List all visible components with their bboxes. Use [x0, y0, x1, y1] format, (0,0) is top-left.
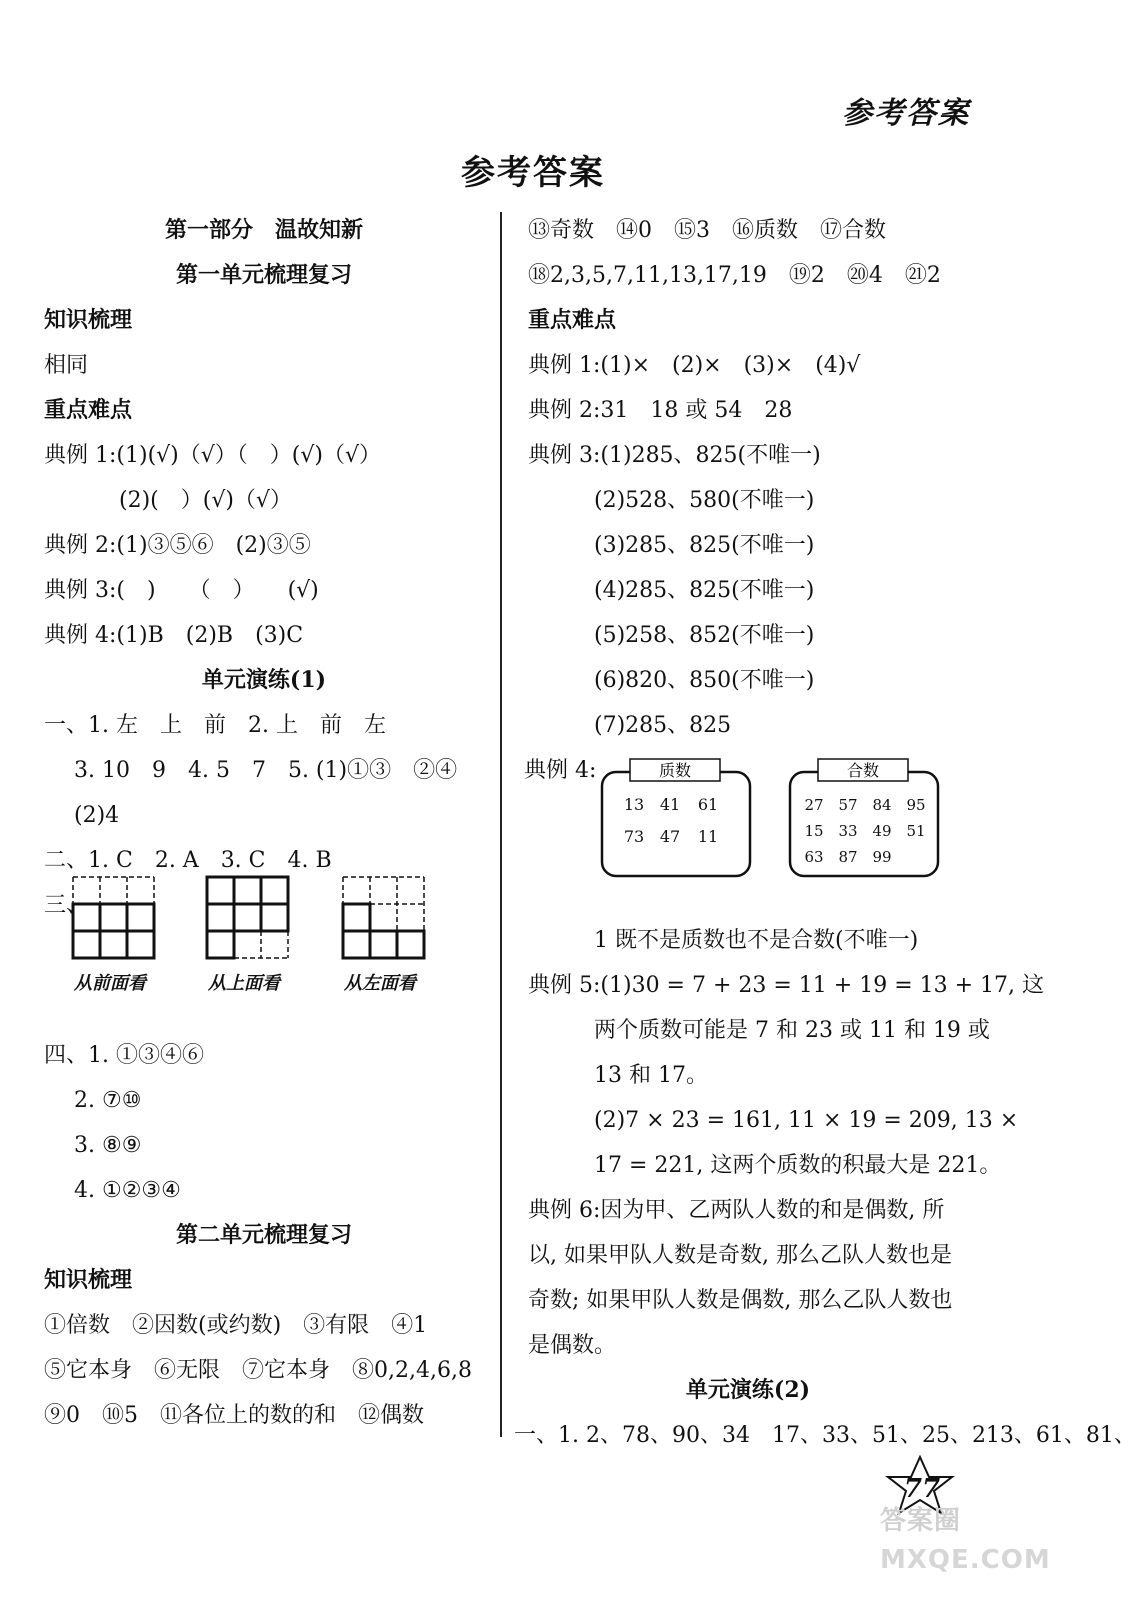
- composite-cell: 51: [906, 822, 926, 840]
- drill1-line9: 4. ①②③④: [74, 1178, 181, 1203]
- drill1-line1: 一、1. 左 上 前 2. 上 前 左: [44, 713, 386, 738]
- part-title: 第一部分 温故知新: [164, 217, 363, 243]
- r-example5-4: (2)7 × 23 = 161, 11 × 19 = 209, 13 ×: [594, 1108, 1019, 1133]
- prime-cell: 73: [623, 827, 645, 846]
- r-example3-5: (5)258、852(不唯一): [594, 623, 815, 648]
- drill1-line3: (2)4: [74, 803, 120, 828]
- r-example6-3: 奇数; 如果甲队人数是偶数, 那么乙队人数也: [528, 1288, 953, 1313]
- knowledge-answer: 相同: [44, 353, 89, 378]
- prime-cell: 41: [659, 795, 681, 814]
- composite-cell: 84: [872, 796, 892, 814]
- r-example3-3: (3)285、825(不唯一): [594, 533, 815, 558]
- r-example5-5: 17 = 221, 这两个质数的积最大是 221。: [594, 1153, 1002, 1178]
- prime-title: 质数: [658, 761, 692, 780]
- caption-left: 从左面看: [344, 973, 416, 994]
- left-column: [44, 208, 484, 1438]
- header-tag: 参考答案: [842, 96, 970, 131]
- composite-cell: 57: [838, 796, 858, 814]
- r-example6-4: 是偶数。: [528, 1333, 617, 1358]
- example2: 典例 2:(1)③⑤⑥ (2)③⑤: [44, 533, 311, 558]
- prime-composite-figure: [524, 748, 968, 918]
- composite-cell: 27: [804, 796, 824, 814]
- front-view-grid: [72, 875, 162, 965]
- knowledge2-line1: ①倍数 ②因数(或约数) ③有限 ④1: [44, 1313, 428, 1338]
- composite-title: 合数: [846, 761, 880, 780]
- left-view-grid: [342, 875, 432, 965]
- drill1-line2: 3. 10 9 4. 5 7 5. (1)①③ ②④: [74, 758, 458, 783]
- caption-front: 从前面看: [74, 973, 146, 994]
- key-points-heading-2: 重点难点: [528, 307, 617, 333]
- r-example3-2: (2)528、580(不唯一): [594, 488, 815, 513]
- r-example6-2: 以, 如果甲队人数是奇数, 那么乙队人数也是: [528, 1243, 952, 1268]
- watermark-url: MXQE.COM: [880, 1545, 1051, 1575]
- example1-b: (2)( ）(√)（√）: [119, 488, 292, 513]
- r-example1: 典例 1:(1)× (2)× (3)× (4)√: [528, 353, 861, 378]
- drill1-line8: 3. ⑧⑨: [74, 1133, 142, 1158]
- example1-a: 典例 1:(1)(√)（√）（ ）(√)（√）: [44, 443, 381, 468]
- composite-cell: 95: [906, 796, 926, 814]
- key-points-heading: 重点难点: [44, 397, 133, 423]
- watermark: 答案圈: [880, 1506, 962, 1536]
- composite-cell: 87: [838, 848, 858, 866]
- r-example2: 典例 2:31 18 或 54 28: [528, 398, 793, 423]
- prime-composite-boxes: [598, 754, 943, 884]
- top-view-grid: [206, 875, 296, 965]
- prime-cell: 13: [623, 795, 645, 814]
- prime-cell: 61: [697, 795, 719, 814]
- drill1-title: 单元演练(1): [201, 667, 327, 693]
- composite-cell: 15: [804, 822, 824, 840]
- r-example3-4: (4)285、825(不唯一): [594, 578, 815, 603]
- r-example3-6: (6)820、850(不唯一): [594, 668, 815, 693]
- composite-cell: 49: [872, 822, 892, 840]
- drill1-line7: 2. ⑦⑩: [74, 1088, 142, 1113]
- drill1-line5-label: 三、: [44, 893, 89, 918]
- right-line2: ⑱2,3,5,7,11,13,17,19 ⑲2 ⑳4 ㉑2: [528, 263, 941, 288]
- knowledge2-line2: ⑤它本身 ⑥无限 ⑦它本身 ⑧0,2,4,6,8: [44, 1358, 472, 1383]
- column-divider: [500, 212, 502, 1437]
- composite-cell: 63: [804, 848, 824, 866]
- knowledge2-heading: 知识梳理: [44, 1267, 133, 1293]
- r-example6-1: 典例 6:因为甲、乙两队人数的和是偶数, 所: [528, 1198, 945, 1223]
- drill1-line4: 二、1. C 2. A 3. C 4. B: [44, 848, 332, 873]
- knowledge-heading: 知识梳理: [44, 307, 133, 333]
- cube-views-figure: [44, 883, 484, 1033]
- prime-cell: 11: [697, 827, 719, 846]
- r-example5-1: 典例 5:(1)30 = 7 + 23 = 11 + 19 = 13 + 17, 这: [528, 973, 1045, 998]
- r-example3-1: 典例 3:(1)285、825(不唯一): [528, 443, 821, 468]
- r-example5-2: 两个质数可能是 7 和 23 或 11 和 19 或: [594, 1018, 990, 1043]
- composite-cell: 99: [872, 848, 892, 866]
- unit1-title: 第一单元梳理复习: [175, 262, 352, 288]
- example4: 典例 4:(1)B (2)B (3)C: [44, 623, 304, 648]
- r-example5-3: 13 和 17。: [594, 1063, 708, 1088]
- drill2-line1: 一、1. 2、78、90、34 17、33、51、25、213、61、81、: [514, 1423, 1136, 1448]
- caption-top: 从上面看: [208, 973, 280, 994]
- knowledge2-line3: ⑨0 ⑩5 ⑪各位上的数的和 ⑫偶数: [44, 1403, 424, 1428]
- drill2-title: 单元演练(2): [685, 1377, 811, 1403]
- drill1-line6: 四、1. ①③④⑥: [44, 1043, 204, 1068]
- page-title: 参考答案: [461, 153, 605, 193]
- r-example3-7: (7)285、825: [594, 713, 732, 738]
- composite-cell: 33: [838, 822, 858, 840]
- example3: 典例 3:( ) （ ） (√): [44, 578, 319, 603]
- r-example4-note: 1 既不是质数也不是合数(不唯一): [594, 928, 919, 953]
- right-line1: ⑬奇数 ⑭0 ⑮3 ⑯质数 ⑰合数: [528, 218, 886, 243]
- prime-cell: 47: [659, 827, 681, 846]
- unit2-title: 第二单元梳理复习: [175, 1222, 352, 1248]
- right-column: [514, 208, 1136, 1458]
- page-number: 77: [903, 1474, 941, 1504]
- r-example4-label: 典例 4:: [524, 758, 597, 783]
